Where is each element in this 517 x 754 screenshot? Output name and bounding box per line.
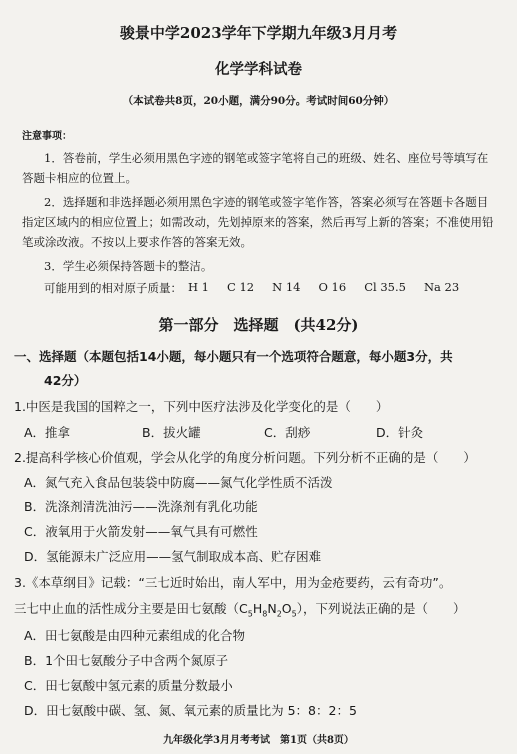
atomic-mass-c: C 12: [227, 280, 255, 294]
formula-sub-o: 5: [291, 609, 297, 619]
atomic-mass-line: [44, 280, 459, 296]
question-2-option-d: D．氢能源未广泛应用——氢气制取成本高、贮存困难: [24, 549, 322, 564]
formula-sub-n: 2: [276, 609, 282, 619]
exam-title: 骏景中学2023学年下学期九年级3月月考: [119, 24, 398, 42]
section-instruction-line-2: 42分）: [44, 373, 87, 388]
question-1-option-a: A．推拿: [24, 425, 71, 440]
atomic-mass-na: Na 23: [423, 280, 460, 294]
atomic-mass-n: N 14: [272, 280, 301, 294]
note-item-3: 3．学生必须保持答题卡的整洁。: [44, 259, 213, 273]
section-instruction-line-1: 一、选择题（本题包括14小题，每小题只有一个选项符合题意，每小题3分，共: [14, 349, 453, 364]
question-3-stem-line-1: 3.《本草纲目》记载：“三七近时始出，南人军中，用为金疮要药，云有奇功”。: [14, 575, 452, 590]
atomic-mass-o: O 16: [318, 280, 347, 294]
question-1-option-d: D．针灸: [376, 425, 424, 440]
note-item-2-line-3: 笔或涂改液。不按以上要求作答的答案无效。: [22, 235, 252, 249]
question-3-stem-part-d: O: [281, 601, 292, 616]
note-item-1-line-2: 答题卡相应的位置上。: [22, 171, 137, 185]
question-2-option-a: A．氮气充入食品包装袋中防腐——氮气化学性质不活泼: [24, 475, 333, 490]
atomic-mass-h: H 1: [188, 280, 210, 294]
note-item-2-line-2: 指定区域内的相应位置上；如需改动，先划掉原来的答案，然后再写上新的答案；不准使用铅: [22, 215, 494, 229]
note-item-1-line-1: 1．答卷前，学生必须用黑色字迹的钢笔或签字笔将自己的班级、姓名、座位号等填写在: [44, 151, 489, 165]
notes-heading: 注意事项：: [22, 131, 72, 142]
question-2-option-c: C．液氧用于火箭发射——氧气具有可燃性: [24, 524, 258, 539]
exam-subtitle: 化学学科试卷: [215, 61, 302, 78]
question-3-stem-part-e: ），下列说法正确的是（ ）: [296, 601, 466, 616]
question-2-stem: 2.提高科学核心价值观，学会从化学的角度分析问题。下列分析不正确的是（ ）: [14, 450, 476, 465]
question-3-option-d: D．田七氨酸中碳、氢、氮、氧元素的质量比为 5：8：2：5: [24, 703, 357, 718]
exam-info: （本试卷共8页，20小题，满分90分。考试时间60分钟）: [122, 95, 395, 107]
page-footer: 九年级化学3月月考考试 第1页（共8页）: [163, 735, 354, 746]
question-2-option-b: B．洗涤剂清洗油污——洗涤剂有乳化功能: [24, 499, 258, 514]
question-1-option-b: B．拔火罐: [142, 425, 201, 440]
atomic-mass-cl: Cl 35.5: [364, 280, 406, 294]
question-3-stem-part-b: H: [252, 601, 263, 616]
formula-sub-h: 8: [262, 609, 268, 619]
question-3-stem-part-c: N: [267, 601, 277, 616]
question-3-stem-line-2: [14, 599, 465, 619]
atomic-mass-label: 可能用到的相对原子质量：: [44, 281, 182, 295]
question-3-option-b: B．1个田七氨酸分子中含两个氮原子: [24, 653, 229, 668]
question-3-option-c: C．田七氨酸中氢元素的质量分数最小: [24, 678, 233, 693]
question-3-stem-part-a: 三七中止血的活性成分主要是田七氨酸（C: [14, 601, 248, 616]
question-1-option-c: C．刮痧: [264, 425, 311, 440]
formula-sub-c: 5: [247, 609, 253, 619]
note-item-2-line-1: 2．选择题和非选择题必须用黑色字迹的钢笔或签字笔作答，答案必须写在答题卡各题目: [44, 195, 489, 209]
section-title: 第一部分 选择题 (共42分): [158, 316, 359, 334]
question-3-option-a: A．田七氨酸是由四种元素组成的化合物: [24, 628, 246, 643]
question-1-stem: 1.中医是我国的国粹之一，下列中医疗法涉及化学变化的是（ ）: [14, 399, 389, 414]
